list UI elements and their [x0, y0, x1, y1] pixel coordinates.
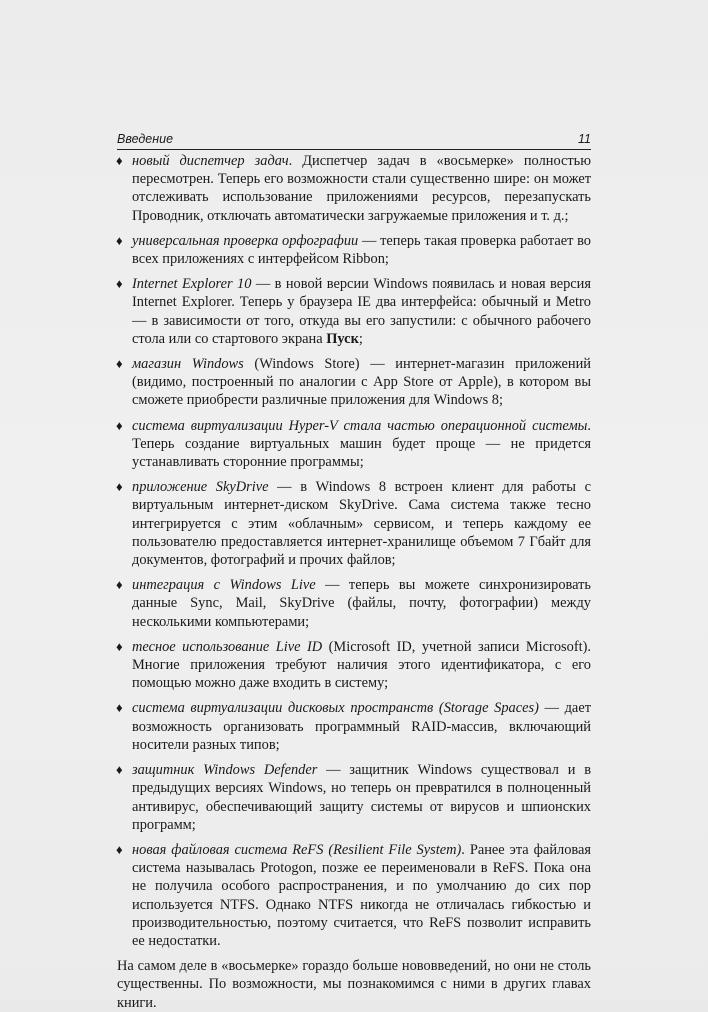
list-item	[117, 638, 591, 693]
item-tail: ;	[358, 330, 363, 347]
page-body	[117, 152, 591, 1012]
item-text: — теперь такая проверка работает во всех приложениях с интерфейсом Ribbon;	[132, 232, 591, 268]
item-term: защитник Windows Defender	[132, 762, 318, 779]
list-item	[117, 841, 591, 950]
running-header	[117, 131, 591, 150]
list-item	[117, 152, 591, 225]
item-term: универсальная проверка орфографии	[132, 232, 359, 249]
item-term: приложение SkyDrive	[132, 479, 269, 496]
diamond-bullet-icon: ♦	[116, 153, 123, 168]
closing-paragraph: На самом деле в «восьмерке» гораздо больше нововведений, но они не столь существенны. По возможности, мы познакомимся с ними в других главах книги.	[117, 958, 591, 1011]
list-item	[117, 417, 591, 472]
list-item	[117, 699, 591, 754]
diamond-bullet-icon: ♦	[116, 417, 123, 433]
diamond-bullet-icon: ♦	[116, 638, 123, 654]
item-text: — в новой версии Windows появилась и новая версия Internet Explorer. Теперь у браузера IE два интерфейса: обычный и Metro — в зависимости от того, откуда вы его запустили: с обычного рабочего стола или со стартового экрана	[132, 276, 591, 347]
item-text: — дает возможность организовать программный RAID-массив, включающий носители разных типов;	[132, 700, 591, 753]
page-number: 11	[578, 132, 591, 146]
item-text: . Диспетчер задач в «восьмерке» полностью пересмотрен. Теперь его возможности стали существенно шире: он может отслеживать использование приложениями ресурсов, перезапускать Проводник, отключать автоматически загружаемые приложения и т. д.;	[132, 153, 591, 224]
list-item	[117, 232, 591, 268]
feature-list	[117, 152, 591, 950]
item-text: (Microsoft ID, учетной записи Microsoft). Многие приложения требуют наличия этого идентификатора, с его помощью можно даже входить в систему;	[132, 638, 591, 692]
item-text: — защитник Windows существовал и в предыдущих версиях Windows, но теперь он превратился в полноценный антивирус, обеспечивающий защиту системы от вирусов и шпионских программ;	[132, 762, 591, 833]
item-term: магазин Windows	[132, 356, 244, 373]
item-text: (Windows Store) — интернет-магазин приложений (видимо, построенный по аналогии с App Store от Apple), в котором вы сможете приобрести различные приложения для Windows 8;	[132, 356, 591, 409]
item-text: — в Windows 8 встроен клиент для работы с виртуальным интернет-диском SkyDrive. Сама система также тесно интегрируется с этим «облачным» сервисом, и теперь каждому ее пользователю предоставляется интернет-хранилище объемом 7 Гбайт для документов, фотографий и прочих файлов;	[132, 479, 591, 569]
list-item	[117, 275, 591, 348]
item-term: система виртуализации Hyper-V стала частью операционной системы	[132, 417, 588, 434]
item-term: тесное использование Live ID	[132, 638, 323, 655]
item-text: — теперь вы можете синхронизировать данные Sync, Mail, SkyDrive (файлы, почту, фотографии) между несколькими компьютерами;	[132, 577, 591, 630]
item-term: интеграция с Windows Live	[132, 577, 316, 594]
list-item	[117, 761, 591, 834]
diamond-bullet-icon: ♦	[116, 479, 123, 495]
item-text: . Теперь создание виртуальных машин будет проще — не придется устанавливать сторонние программы;	[132, 417, 591, 471]
diamond-bullet-icon: ♦	[116, 841, 123, 857]
item-term: новая файловая система ReFS (Resilient File System)	[132, 841, 462, 858]
list-item	[117, 355, 591, 410]
item-term: новый диспетчер задач	[132, 153, 289, 169]
diamond-bullet-icon: ♦	[116, 276, 123, 292]
chapter-title: Введение	[117, 132, 174, 146]
diamond-bullet-icon: ♦	[116, 356, 123, 372]
item-bold-term: Пуск	[326, 330, 359, 347]
list-item	[117, 478, 591, 569]
diamond-bullet-icon: ♦	[116, 762, 123, 778]
item-term: система виртуализации дисковых пространств (Storage Spaces)	[132, 700, 539, 717]
item-text: . Ранее эта файловая система называлась Protogon, позже ее переименовали в ReFS. Пока она не получила особого распространения, и по умолчанию до сих пор используется NTFS. Однако NTFS никогда не отличалась гибкостью и производительностью, поэтому считается, что ReFS позволит исправить ее недостатки.	[132, 841, 592, 949]
list-item	[117, 576, 591, 631]
item-term: Internet Explorer 10	[132, 276, 252, 293]
diamond-bullet-icon: ♦	[116, 700, 123, 716]
diamond-bullet-icon: ♦	[116, 232, 123, 248]
diamond-bullet-icon: ♦	[116, 577, 123, 593]
